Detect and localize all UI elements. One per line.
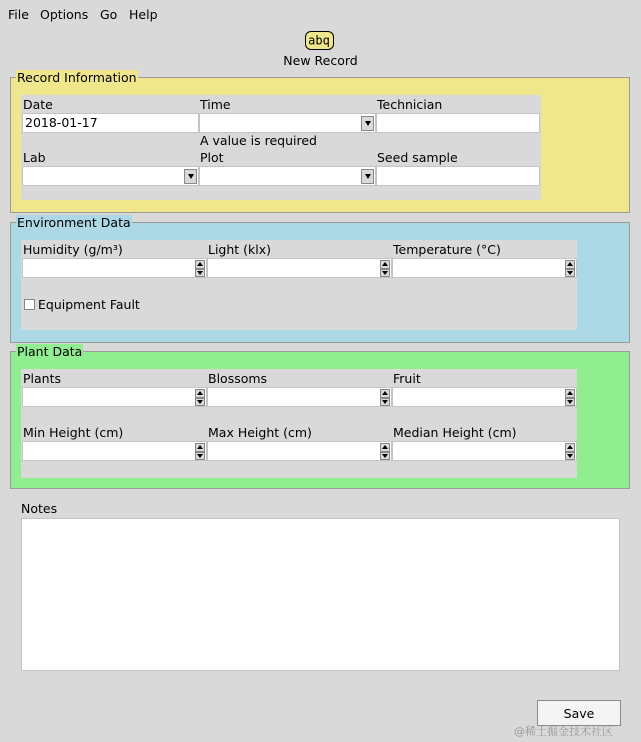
spin-up-icon[interactable] bbox=[565, 260, 575, 269]
blossoms-label: Blossoms bbox=[208, 371, 268, 386]
fruit-label: Fruit bbox=[393, 371, 421, 386]
chevron-down-icon[interactable] bbox=[184, 169, 197, 184]
spin-down-icon[interactable] bbox=[565, 452, 575, 461]
watermark-text: @稀土掘金技术社区 bbox=[514, 725, 613, 738]
chevron-down-icon[interactable] bbox=[361, 169, 374, 184]
menu-help[interactable]: Help bbox=[129, 7, 158, 22]
time-error-text: A value is required bbox=[200, 133, 317, 148]
humidity-spinbox[interactable] bbox=[22, 258, 207, 278]
spin-down-icon[interactable] bbox=[565, 398, 575, 407]
min-height-label: Min Height (cm) bbox=[23, 425, 124, 440]
seed-sample-input[interactable] bbox=[376, 166, 540, 186]
date-input[interactable]: 2018-01-17 bbox=[22, 113, 199, 133]
menu-options[interactable]: Options bbox=[40, 7, 89, 22]
spin-up-icon[interactable] bbox=[380, 260, 390, 269]
notes-label: Notes bbox=[21, 501, 58, 516]
chevron-down-icon[interactable] bbox=[361, 116, 374, 131]
lab-combobox[interactable] bbox=[22, 166, 199, 186]
spin-up-icon[interactable] bbox=[565, 389, 575, 398]
spin-up-icon[interactable] bbox=[380, 389, 390, 398]
seed-sample-label: Seed sample bbox=[377, 150, 458, 165]
plants-label: Plants bbox=[23, 371, 62, 386]
plant-grid bbox=[21, 369, 577, 478]
max-height-label: Max Height (cm) bbox=[208, 425, 312, 440]
spin-down-icon[interactable] bbox=[380, 269, 390, 278]
plot-label: Plot bbox=[200, 150, 224, 165]
plants-spinbox[interactable] bbox=[22, 387, 207, 407]
temperature-label: Temperature (°C) bbox=[393, 242, 501, 257]
menu-file[interactable]: File bbox=[8, 7, 29, 22]
spin-up-icon[interactable] bbox=[195, 260, 205, 269]
notes-textarea[interactable] bbox=[21, 518, 620, 671]
light-label: Light (klx) bbox=[208, 242, 272, 257]
median-height-spinbox[interactable] bbox=[392, 441, 577, 461]
median-height-label: Median Height (cm) bbox=[393, 425, 517, 440]
plot-combobox[interactable] bbox=[199, 166, 376, 186]
menu-go[interactable]: Go bbox=[100, 7, 118, 22]
spin-down-icon[interactable] bbox=[380, 452, 390, 461]
spin-down-icon[interactable] bbox=[380, 398, 390, 407]
fruit-spinbox[interactable] bbox=[392, 387, 577, 407]
light-spinbox[interactable] bbox=[207, 258, 392, 278]
date-label: Date bbox=[23, 97, 53, 112]
blossoms-spinbox[interactable] bbox=[207, 387, 392, 407]
spin-down-icon[interactable] bbox=[195, 452, 205, 461]
spin-up-icon[interactable] bbox=[565, 443, 575, 452]
min-height-spinbox[interactable] bbox=[22, 441, 207, 461]
max-height-spinbox[interactable] bbox=[207, 441, 392, 461]
save-button[interactable]: Save bbox=[537, 700, 621, 726]
equipment-fault-checkbox[interactable] bbox=[24, 299, 35, 310]
spin-up-icon[interactable] bbox=[195, 443, 205, 452]
abq-logo-icon bbox=[305, 31, 334, 50]
technician-input[interactable] bbox=[376, 113, 540, 133]
equipment-fault-label[interactable]: Equipment Fault bbox=[38, 297, 140, 312]
time-label: Time bbox=[200, 97, 231, 112]
humidity-label: Humidity (g/m³) bbox=[23, 242, 123, 257]
page-subtitle: New Record bbox=[283, 53, 358, 68]
spin-down-icon[interactable] bbox=[195, 269, 205, 278]
technician-label: Technician bbox=[377, 97, 443, 112]
record-info-title: Record Information bbox=[17, 70, 137, 85]
menu-bar bbox=[0, 0, 641, 28]
spin-up-icon[interactable] bbox=[195, 389, 205, 398]
lab-label: Lab bbox=[23, 150, 46, 165]
spin-up-icon[interactable] bbox=[380, 443, 390, 452]
spin-down-icon[interactable] bbox=[565, 269, 575, 278]
plant-title: Plant Data bbox=[17, 344, 83, 359]
spin-down-icon[interactable] bbox=[195, 398, 205, 407]
time-combobox[interactable] bbox=[199, 113, 376, 133]
temperature-spinbox[interactable] bbox=[392, 258, 577, 278]
svg-text:abq: abq bbox=[308, 33, 330, 48]
environment-title: Environment Data bbox=[17, 215, 131, 230]
